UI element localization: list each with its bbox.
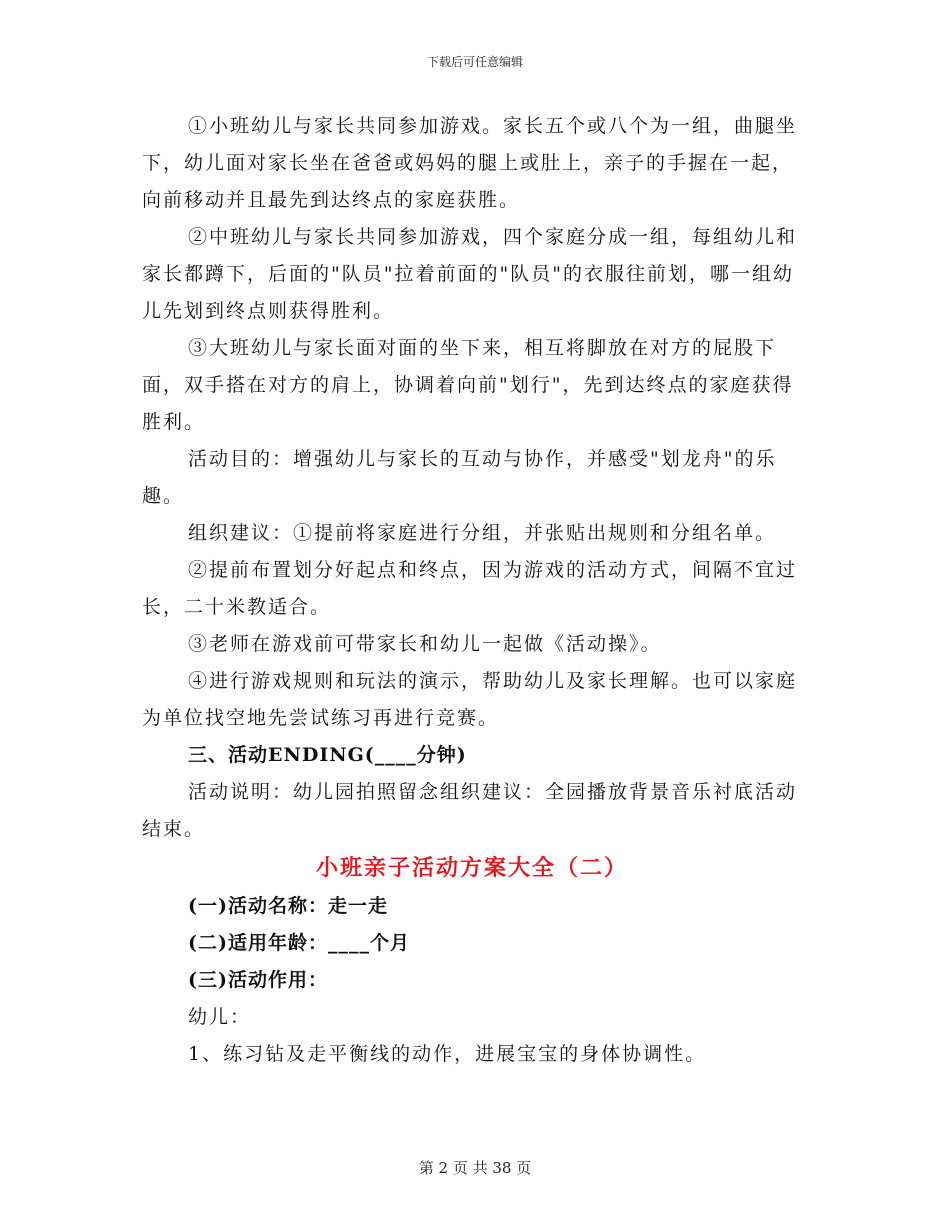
section-title: 小班亲子活动方案大全（二） [315, 855, 628, 881]
paragraph-3: ③大班幼儿与家长面对面的坐下来，相互将脚放在对方的屁股下面，双手搭在对方的肩上，协调着向前"划行"，先到达终点的家庭获得胜利。 [142, 337, 794, 433]
section-heading-ending: 三、活动ENDING(____分钟) [188, 744, 467, 766]
child-label: 幼儿： [188, 1006, 252, 1028]
document-body [142, 108, 802, 1073]
page-footer: 第 2 页 共 38 页 [418, 1159, 532, 1177]
activity-age: (二)适用年龄：____个月 [188, 932, 410, 954]
paragraph-suggestion-1: 组织建议：①提前将家庭进行分组，并张贴出规则和分组名单。 [188, 522, 777, 544]
child-goal-1: 1、练习钻及走平衡线的动作，进展宝宝的身体协调性。 [188, 1043, 707, 1065]
paragraph-ending-note: 活动说明：幼儿园拍照留念组织建议：全园播放背景音乐衬底活动结束。 [142, 781, 798, 840]
paragraph-suggestion-4: ④进行游戏规则和玩法的演示，帮助幼儿及家长理解。也可以家庭为单位找空地先尝试练习再进行竞赛。 [142, 670, 798, 729]
paragraph-suggestion-2: ②提前布置划分好起点和终点，因为游戏的活动方式，间隔不宜过长，二十米教适合。 [142, 559, 798, 618]
paragraph-2: ②中班幼儿与家长共同参加游戏，四个家庭分成一组，每组幼儿和家长都蹲下，后面的"队员"拉着前面的"队员"的衣服往前划，哪一组幼儿先划到终点则获得胜利。 [142, 226, 798, 322]
paragraph-purpose: 活动目的：增强幼儿与家长的互动与协作，并感受"划龙舟"的乐趣。 [142, 448, 777, 507]
page-header: 下载后可任意编辑 [426, 55, 523, 69]
activity-name: (一)活动名称：走一走 [188, 895, 388, 917]
activity-effect: (三)活动作用： [188, 969, 328, 991]
paragraph-suggestion-3: ③老师在游戏前可带家长和幼儿一起做《活动操》。 [188, 633, 662, 655]
paragraph-1: ①小班幼儿与家长共同参加游戏。家长五个或八个为一组，曲腿坐下，幼儿面对家长坐在爸爸或妈妈的腿上或肚上，亲子的手握在一起，向前移动并且最先到达终点的家庭获胜。 [142, 115, 798, 211]
